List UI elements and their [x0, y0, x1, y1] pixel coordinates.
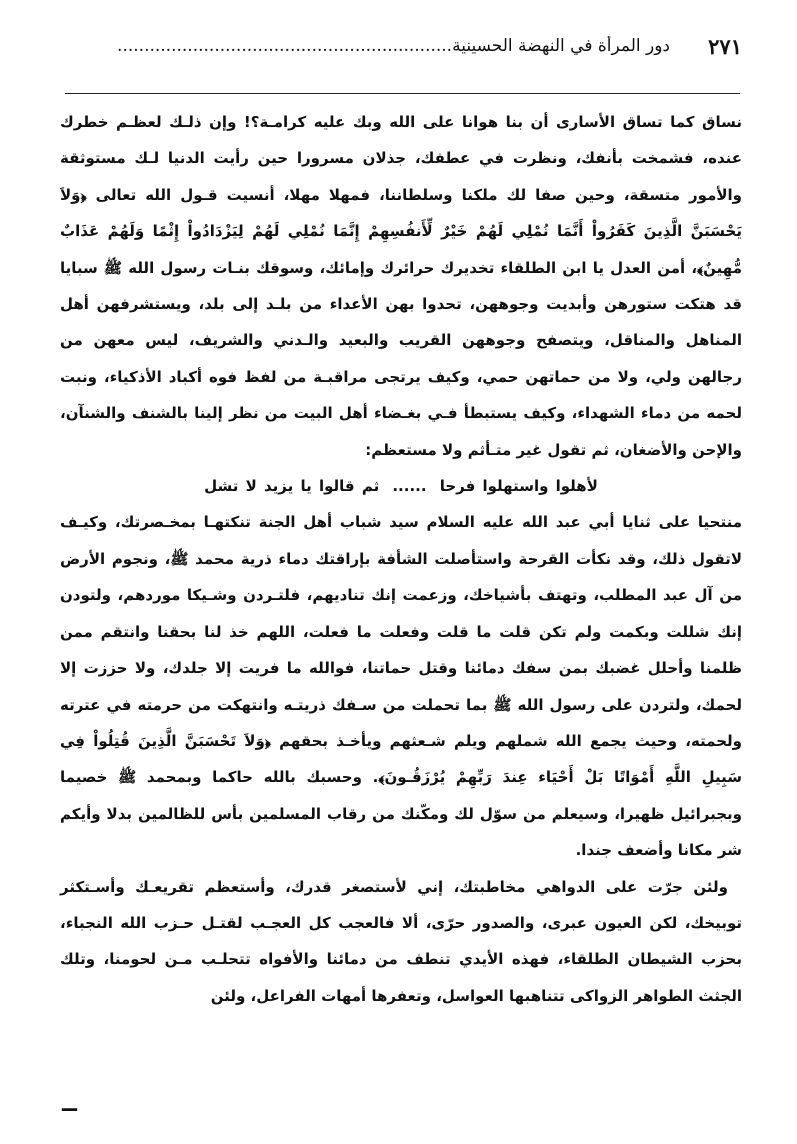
paragraph-3: ولئن جرّت على الدواهي مخاطبتك، إني لأستصغر قدرك، وأستعظم تقريعـك وأسـتكثر توبيخك، لكن العيون عبرى، والصدور حرّى، ألا فالعجب كل العجـب لقتـل حـزب الله النجباء، بحزب الشيطان الطلقاء، فهذه الأيدي تنطف من دمائنا والأفواه تتحلـب مـن لحومنا، وتلك الجثث الطواهر الزواكى تتناهبها العواسل، وتعفرها أمهات الفراعل، ولئن [60, 877, 742, 1005]
page-header [60, 30, 742, 68]
paragraph-2: منتحيا على ثنايا أبي عبد الله عليه السلام سيد شباب أهل الجنة تنكتهـا بمخـصرتك، وكيـف لاتقول ذلك، وقد نكأت القرحة واستأصلت الشأفة بإراقتك دماء ذرية محمد ﷺ، ونجوم الأرض من آل عبد المطلب، وتهتف بأشياخك، وزعمت إنك تناديهم، فلتـردن وشـيكا موردهم، ولتودن إنك شللت وبكمت ولم تكن قلت ما قلت وفعلت ما فعلت، اللهم خذ لنا بحقنا وانتقم ممن ظلمنا وأحلل غضبك بمن سفك دمائنا وقتل حماتنا، فوالله ما فريت إلا جلدك، ولا حززت إلا لحمك، ولتردن على رسول الله ﷺ بما تحملت من سـفك ذريتـه وانتهكت من حرمته في عترته ولحمته، وحيث يجمع الله شملهم ويلم شـعثهم ويأخـذ بحقهم ﴿وَلاَ تَحْسَبَنَّ الَّذِينَ قُتِلُواْ فِي سَبِيلِ اللَّهِ أَمْوَاتًا بَلْ أَحْيَاء عِندَ رَبِّهِمْ يُرْزَقُـونَ﴾. وحسبك بالله حاكما وبمحمد ﷺ خصيما وبجبرائيل ظهيرا، وسيعلم من سوّل لك ومكّنك من رقاب المسلمين بأس للظالمين بدلا وأيكم شر مكانا وأضعف جندا. [60, 513, 742, 860]
verse-first-hemistich: لأهلوا واستهلوا فرحا [439, 477, 598, 496]
header-divider [65, 93, 740, 94]
continuation-mark: ــ [62, 1092, 78, 1117]
main-text [60, 104, 742, 1014]
running-title: دور المرأة في النهضة الحسينية.............................................................. [117, 36, 670, 56]
poetry-verse [60, 468, 742, 504]
page-number: ٢٧١ [708, 34, 742, 59]
verse-second-hemistich: ثم قالوا يا يزيد لا تشل [204, 477, 380, 496]
verse-separator: ...... [392, 477, 427, 496]
paragraph-1: نساق كما تساق الأسارى أن بنا هوانا على الله وبك عليه كرامـة؟! وإن ذلـك لعظـم خطرك عنده، فشمخت بأنفك، ونظرت في عطفك، جذلان مسرورا حين رأيت الدنيا لـك مستوثقة والأمور متسقة، وحين صفا لك ملكنا وسلطاننا، فمهلا مهلا، أنسيت قـول الله تعالى ﴿وَلاَ يَحْسَبَنَّ الَّذِينَ كَفَرُواْ أَنَّمَا نُمْلِي لَهُمْ خَيْرٌ لِّأَنفُسِهِمْ إِنَّمَا نُمْلِي لَهُمْ لِيَزْدَادُواْ إِثْمًا وَلَهُمْ عَذَابٌ مُّهِينٌ﴾، أمن العدل يا ابن الطلقاء تخديرك حرائرك وإمائك، وسوقك بنـات رسول الله ﷺ سبايا قد هتكت ستورهن وأبديت وجوههن، تحدوا بهن الأعداء من بلـد إلى بلد، ويستشرفهن أهل المناهل والمناقل، ويتصفح وجوههن القريب والبعيد والـدني والشريف، ليس معهن من رجالهن ولي، ولا من حماتهن حمي، وكيف يرتجى مراقبـة من لفظ فوه أكباد الأذكياء، ونبت لحمه من دماء الشهداء، وكيف يستبطأ فـي بغـضاء أهل البيت من نظر إلينا بالشنف والشنآن، والإحن والأضغان، ثم تقول غير متـأثم ولا مستعظم: [60, 113, 742, 459]
